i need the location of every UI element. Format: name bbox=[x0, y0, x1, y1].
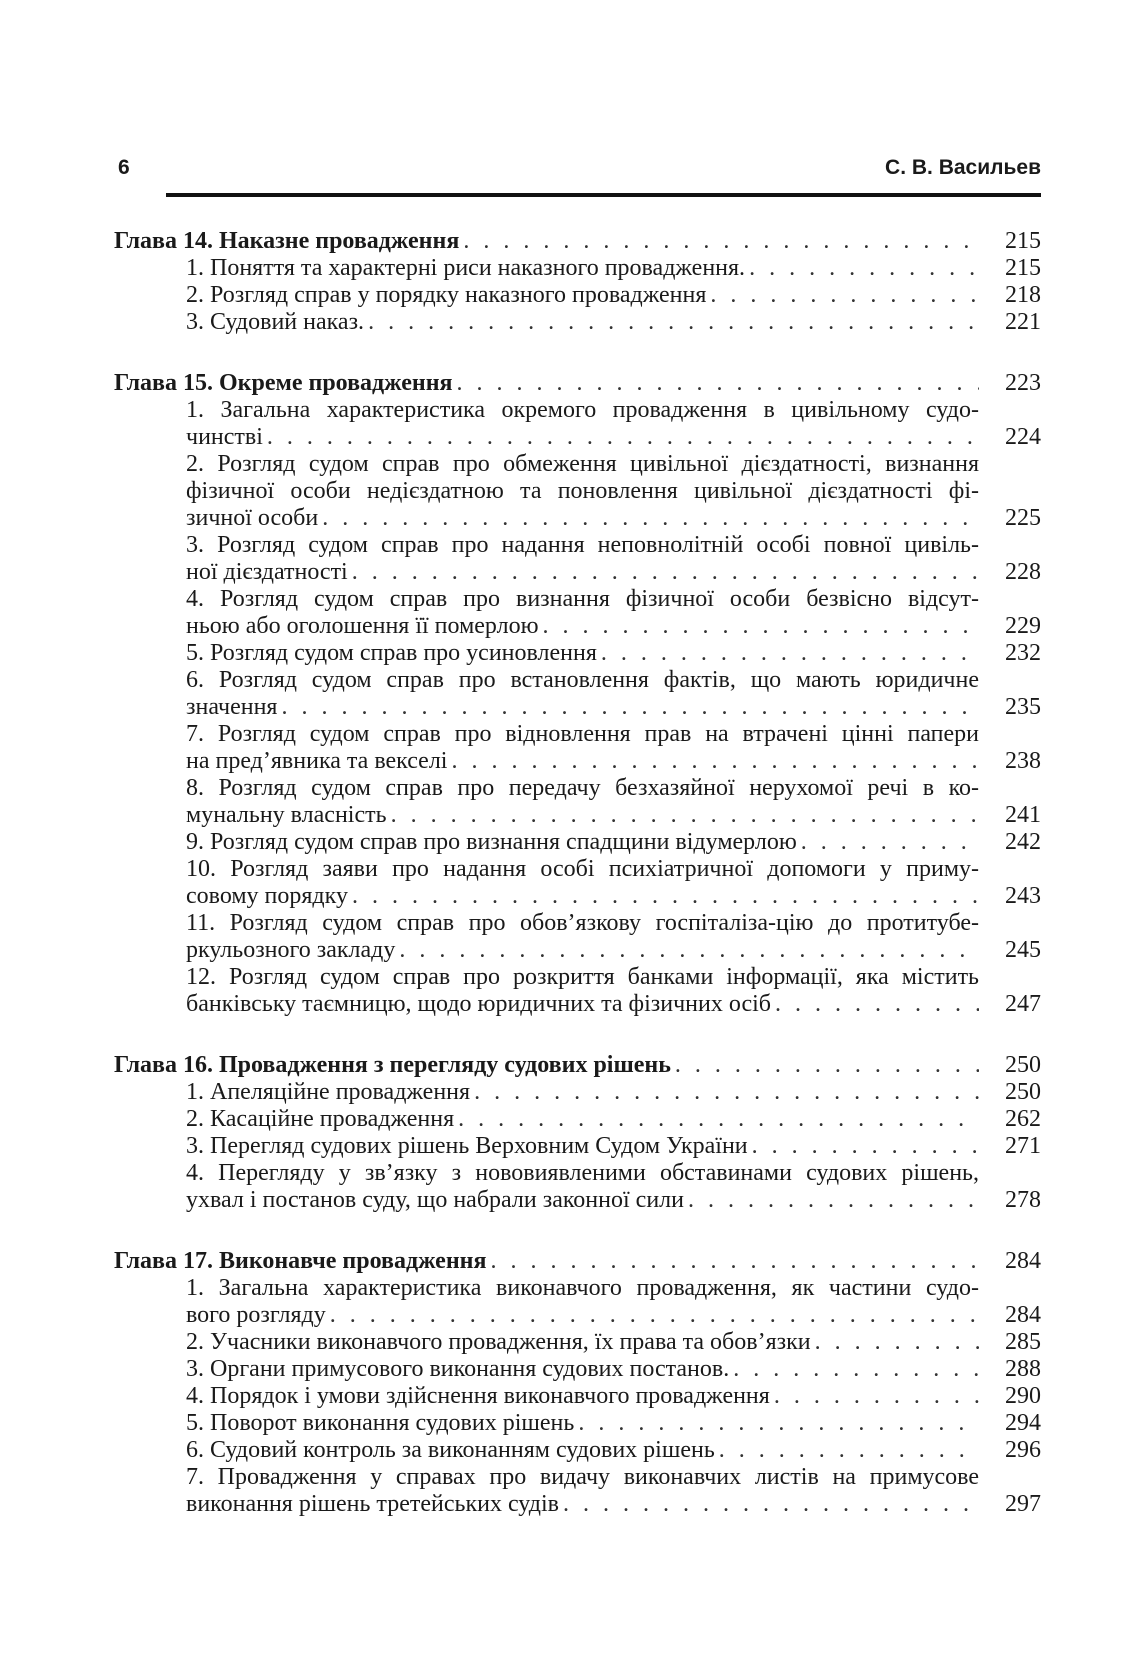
dot-leader bbox=[474, 1079, 979, 1106]
toc-entry bbox=[114, 1464, 1041, 1518]
entry-text: совому порядку bbox=[186, 883, 348, 909]
toc-entry bbox=[114, 1356, 1041, 1383]
toc-entry bbox=[114, 640, 1041, 667]
entry-text: 4. Перегляду у зв’язку з нововиявленими обставинами судових рішень, bbox=[186, 1160, 979, 1186]
toc-entry bbox=[114, 964, 1041, 1018]
entry-text: зичної особи bbox=[186, 505, 319, 531]
entry-page-number: 245 bbox=[1005, 937, 1041, 963]
toc-entry bbox=[114, 1383, 1041, 1410]
entry-page-number: 235 bbox=[1005, 694, 1041, 720]
entry-page-number: 288 bbox=[1005, 1356, 1041, 1382]
entry-page-number: 229 bbox=[1005, 613, 1041, 639]
entry-text: 7. Провадження у справах про видачу виконавчих листів на примусове bbox=[186, 1464, 979, 1490]
chapter-heading bbox=[114, 1052, 1041, 1079]
dot-leader bbox=[601, 640, 979, 667]
chapter-title: Глава 14. Наказне провадження bbox=[114, 228, 460, 254]
entry-text: 3. Розгляд судом справ про надання неповнолітній особі повної цивіль- bbox=[186, 532, 979, 558]
entry-text: фізичної особи недієздатною та поновлення цивільної дієздатності фі- bbox=[186, 478, 979, 504]
chapter-page-number: 223 bbox=[1005, 370, 1041, 396]
entry-text: 6. Розгляд судом справ про встановлення фактів, що мають юридичне bbox=[186, 667, 979, 693]
toc-entry bbox=[114, 309, 1041, 336]
entry-text: мунальну власність bbox=[186, 802, 387, 828]
dot-leader bbox=[688, 1187, 979, 1214]
dot-leader bbox=[752, 1133, 979, 1160]
chapter-page-number: 284 bbox=[1005, 1248, 1041, 1274]
entry-text: 10. Розгляд заяви про надання особі психіатричної допомоги у приму- bbox=[186, 856, 979, 882]
dot-leader bbox=[352, 883, 979, 910]
entry-text: 3. Судовий наказ. bbox=[186, 309, 365, 335]
chapter-title: Глава 17. Виконавче провадження bbox=[114, 1248, 487, 1274]
entry-page-number: 278 bbox=[1005, 1187, 1041, 1213]
toc-entry bbox=[114, 1133, 1041, 1160]
entry-text: 6. Судовий контроль за виконанням судових рішень bbox=[186, 1437, 715, 1463]
chapter-title: Глава 15. Окреме провадження bbox=[114, 370, 453, 396]
entry-page-number: 285 bbox=[1005, 1329, 1041, 1355]
toc-entry bbox=[114, 775, 1041, 829]
toc-entry bbox=[114, 397, 1041, 451]
toc-entry bbox=[114, 721, 1041, 775]
entry-page-number: 290 bbox=[1005, 1383, 1041, 1409]
dot-leader bbox=[774, 1383, 979, 1410]
entry-text: 11. Розгляд судом справ про обов’язкову госпіталіза-цію до протитубе- bbox=[186, 910, 979, 936]
dot-leader bbox=[578, 1410, 979, 1437]
entry-text: 1. Поняття та характерні риси наказного провадження. bbox=[186, 255, 746, 281]
toc-entry bbox=[114, 451, 1041, 532]
entry-text: 3. Органи примусового виконання судових постанов. bbox=[186, 1356, 730, 1382]
chapter-heading bbox=[114, 228, 1041, 255]
header-rule bbox=[166, 193, 1041, 197]
entry-text: 9. Розгляд судом справ про визнання спадщини відумерлою bbox=[186, 829, 797, 855]
entry-text: ної дієздатності bbox=[186, 559, 348, 585]
entry-text: 4. Порядок і умови здійснення виконавчого провадження bbox=[186, 1383, 770, 1409]
dot-leader bbox=[733, 1356, 979, 1383]
entry-text: на пред’явника та векселі bbox=[186, 748, 448, 774]
toc-entry bbox=[114, 1329, 1041, 1356]
entry-text: 5. Поворот виконання судових рішень bbox=[186, 1410, 575, 1436]
dot-leader bbox=[457, 370, 979, 397]
entry-text: банківську таємницю, щодо юридичних та фізичних осіб bbox=[186, 991, 771, 1017]
entry-page-number: 238 bbox=[1005, 748, 1041, 774]
entry-page-number: 228 bbox=[1005, 559, 1041, 585]
entry-text: виконання рішень третейських судів bbox=[186, 1491, 559, 1517]
dot-leader bbox=[281, 694, 979, 721]
running-header bbox=[118, 156, 1041, 186]
toc-entry bbox=[114, 282, 1041, 309]
toc-entry bbox=[114, 856, 1041, 910]
toc-entry bbox=[114, 910, 1041, 964]
dot-leader bbox=[801, 829, 979, 856]
entry-page-number: 294 bbox=[1005, 1410, 1041, 1436]
entry-page-number: 241 bbox=[1005, 802, 1041, 828]
chapter-page-number: 215 bbox=[1005, 228, 1041, 254]
entry-text: ркульозного закладу bbox=[186, 937, 396, 963]
dot-leader bbox=[391, 802, 979, 829]
entry-page-number: 247 bbox=[1005, 991, 1041, 1017]
entry-page-number: 250 bbox=[1005, 1079, 1041, 1105]
entry-text: 2. Касаційне провадження bbox=[186, 1106, 455, 1132]
entry-text: 1. Загальна характеристика виконавчого провадження, як частини судо- bbox=[186, 1275, 979, 1301]
entry-page-number: 215 bbox=[1005, 255, 1041, 281]
dot-leader bbox=[563, 1491, 979, 1518]
dot-leader bbox=[399, 937, 979, 964]
toc-entry bbox=[114, 1275, 1041, 1329]
table-of-contents bbox=[114, 228, 1041, 1552]
entry-page-number: 242 bbox=[1005, 829, 1041, 855]
dot-leader bbox=[352, 559, 979, 586]
toc-entry bbox=[114, 255, 1041, 282]
toc-entry bbox=[114, 1160, 1041, 1214]
toc-chapter bbox=[114, 1052, 1041, 1214]
entry-text: 5. Розгляд судом справ про усиновлення bbox=[186, 640, 597, 666]
entry-text: 7. Розгляд судом справ про відновлення прав на втрачені цінні папери bbox=[186, 721, 979, 747]
entry-page-number: 232 bbox=[1005, 640, 1041, 666]
toc-chapter bbox=[114, 370, 1041, 1018]
page-number: 6 bbox=[118, 156, 130, 179]
chapter-page-number: 250 bbox=[1005, 1052, 1041, 1078]
dot-leader bbox=[322, 505, 979, 532]
entry-text: 2. Учасники виконавчого провадження, їх права та обов’язки bbox=[186, 1329, 811, 1355]
dot-leader bbox=[543, 613, 980, 640]
dot-leader bbox=[458, 1106, 979, 1133]
entry-text: ухвал і постанов суду, що набрали законної сили bbox=[186, 1187, 684, 1213]
entry-text: значення bbox=[186, 694, 278, 720]
toc-chapter bbox=[114, 228, 1041, 336]
dot-leader bbox=[815, 1329, 979, 1356]
entry-text: 8. Розгляд судом справ про передачу безхазяйної нерухомої речі в ко- bbox=[186, 775, 979, 801]
entry-text: чинстві bbox=[186, 424, 263, 450]
toc-entry bbox=[114, 1437, 1041, 1464]
entry-text: вого розгляду bbox=[186, 1302, 326, 1328]
entry-page-number: 297 bbox=[1005, 1491, 1041, 1517]
entry-page-number: 218 bbox=[1005, 282, 1041, 308]
toc-entry bbox=[114, 1079, 1041, 1106]
entry-text: 2. Розгляд судом справ про обмеження цивільної дієздатності, визнання bbox=[186, 451, 979, 477]
entry-text: 4. Розгляд судом справ про визнання фізичної особи безвісно відсут- bbox=[186, 586, 979, 612]
toc-entry bbox=[114, 829, 1041, 856]
dot-leader bbox=[675, 1052, 979, 1079]
chapter-heading bbox=[114, 370, 1041, 397]
dot-leader bbox=[775, 991, 979, 1018]
entry-text: 12. Розгляд судом справ про розкриття банками інформації, яка містить bbox=[186, 964, 979, 990]
toc-entry bbox=[114, 532, 1041, 586]
toc-chapter bbox=[114, 1248, 1041, 1518]
entry-page-number: 262 bbox=[1005, 1106, 1041, 1132]
toc-entry bbox=[114, 1410, 1041, 1437]
dot-leader bbox=[330, 1302, 979, 1329]
entry-text: ньою або оголошення її померлою bbox=[186, 613, 539, 639]
dot-leader bbox=[749, 255, 979, 282]
dot-leader bbox=[267, 424, 979, 451]
dot-leader bbox=[490, 1248, 979, 1275]
entry-text: 1. Загальна характеристика окремого провадження в цивільному судо- bbox=[186, 397, 979, 423]
entry-text: 1. Апеляційне провадження bbox=[186, 1079, 471, 1105]
chapter-heading bbox=[114, 1248, 1041, 1275]
entry-page-number: 296 bbox=[1005, 1437, 1041, 1463]
dot-leader bbox=[463, 228, 979, 255]
toc-entry bbox=[114, 586, 1041, 640]
chapter-title: Глава 16. Провадження з перегляду судових рішень bbox=[114, 1052, 671, 1078]
dot-leader bbox=[368, 309, 979, 336]
entry-page-number: 225 bbox=[1005, 505, 1041, 531]
entry-page-number: 271 bbox=[1005, 1133, 1041, 1159]
dot-leader bbox=[719, 1437, 979, 1464]
entry-text: 2. Розгляд справ у порядку наказного провадження bbox=[186, 282, 707, 308]
toc-entry bbox=[114, 667, 1041, 721]
entry-page-number: 221 bbox=[1005, 309, 1041, 335]
entry-page-number: 284 bbox=[1005, 1302, 1041, 1328]
dot-leader bbox=[710, 282, 979, 309]
entry-page-number: 224 bbox=[1005, 424, 1041, 450]
entry-text: 3. Перегляд судових рішень Верховним Судом України bbox=[186, 1133, 748, 1159]
author-name: С. В. Васильев bbox=[885, 156, 1041, 179]
dot-leader bbox=[451, 748, 979, 775]
entry-page-number: 243 bbox=[1005, 883, 1041, 909]
toc-entry bbox=[114, 1106, 1041, 1133]
